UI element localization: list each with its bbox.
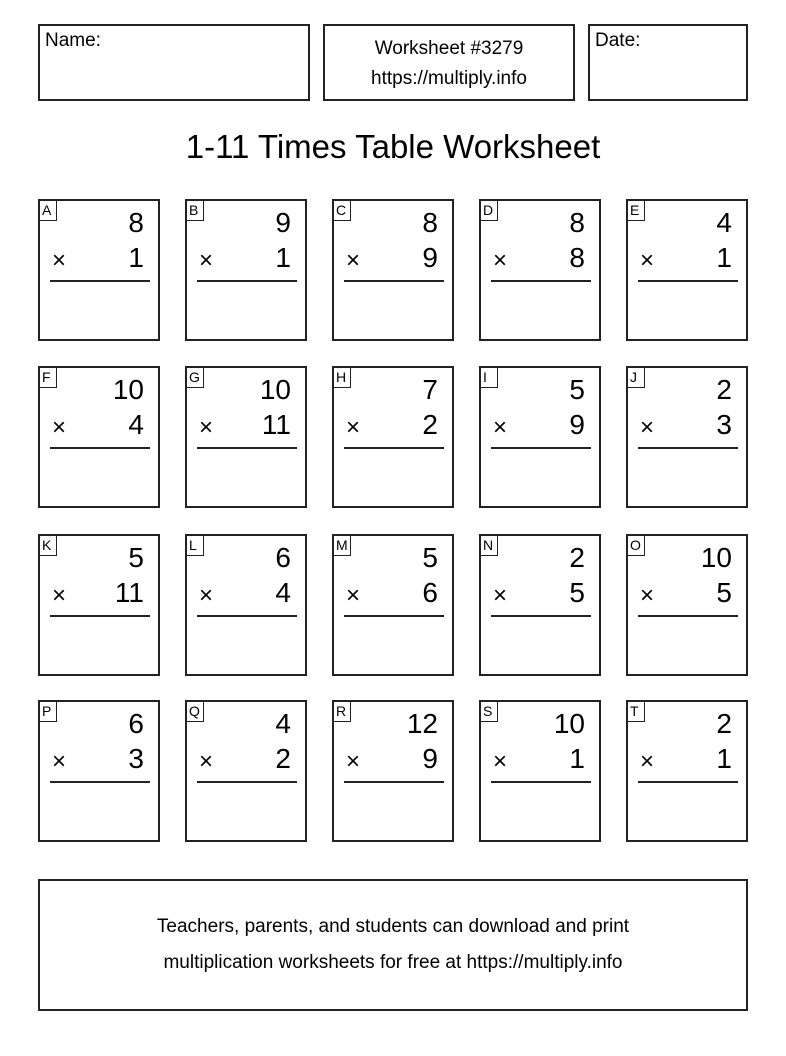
answer-line: [197, 615, 297, 617]
answer-line: [491, 615, 591, 617]
multiplier: 3: [128, 743, 144, 774]
problem-letter: T: [627, 701, 645, 722]
multiply-sign: ×: [52, 748, 67, 775]
problem-box-q: [185, 700, 307, 842]
multiplier: 6: [422, 577, 438, 608]
answer-line: [50, 447, 150, 449]
problem-box-e: [626, 199, 748, 341]
multiplier: 9: [422, 743, 438, 774]
multiply-sign: ×: [640, 582, 655, 609]
problem-box-a: [38, 199, 160, 341]
problem-letter: D: [480, 200, 498, 221]
problem-letter: J: [627, 367, 645, 388]
multiplier: 11: [114, 577, 144, 608]
problem-letter: O: [627, 535, 645, 556]
problem-box-b: [185, 199, 307, 341]
multiplier: 1: [716, 743, 732, 774]
multiply-sign: ×: [493, 247, 508, 274]
multiplicand: 5: [569, 374, 585, 405]
answer-line: [197, 781, 297, 783]
problem-letter: B: [186, 200, 204, 221]
answer-line: [197, 280, 297, 282]
multiplicand: 9: [275, 207, 291, 238]
answer-line: [344, 280, 444, 282]
multiplier: 4: [128, 409, 144, 440]
multiply-sign: ×: [199, 748, 214, 775]
footer-box: [38, 879, 748, 1011]
multiply-sign: ×: [493, 748, 508, 775]
problem-box-i: [479, 366, 601, 508]
problem-letter: C: [333, 200, 351, 221]
date-label: Date:: [595, 30, 641, 51]
worksheet-url: https://multiply.info: [371, 68, 527, 89]
multiplier: 5: [569, 577, 585, 608]
multiplicand: 10: [553, 708, 585, 739]
worksheet-title: 1-11 Times Table Worksheet: [185, 128, 601, 165]
problem-letter: G: [186, 367, 204, 388]
problem-box-d: [479, 199, 601, 341]
multiplicand: 8: [569, 207, 585, 238]
problem-box-f: [38, 366, 160, 508]
multiply-sign: ×: [346, 748, 361, 775]
answer-line: [50, 781, 150, 783]
problem-box-k: [38, 534, 160, 676]
multiplier: 2: [275, 743, 291, 774]
multiplier: 1: [716, 242, 732, 273]
problem-letter: K: [39, 535, 57, 556]
multiplicand: 4: [716, 207, 732, 238]
name-field-box: [38, 24, 310, 101]
problem-box-o: [626, 534, 748, 676]
answer-line: [638, 280, 738, 282]
problem-box-s: [479, 700, 601, 842]
answer-line: [491, 447, 591, 449]
problem-letter: R: [333, 701, 351, 722]
problem-box-p: [38, 700, 160, 842]
worksheet-info-box: [323, 24, 575, 101]
problem-letter: F: [39, 367, 57, 388]
multiplicand: 10: [259, 374, 291, 405]
problem-letter: H: [333, 367, 351, 388]
problem-box-j: [626, 366, 748, 508]
problem-box-c: [332, 199, 454, 341]
multiplicand: 10: [700, 542, 732, 573]
multiplier: 9: [422, 242, 438, 273]
problem-letter: A: [39, 200, 57, 221]
multiply-sign: ×: [52, 414, 67, 441]
problem-letter: S: [480, 701, 498, 722]
multiplicand: 4: [275, 708, 291, 739]
footer-line-1: Teachers, parents, and students can download and print: [156, 916, 630, 937]
date-field-box: [588, 24, 748, 101]
problem-letter: M: [333, 535, 351, 556]
problem-box-t: [626, 700, 748, 842]
multiplier: 1: [569, 743, 585, 774]
multiply-sign: ×: [640, 414, 655, 441]
multiplier: 11: [261, 409, 291, 440]
answer-line: [197, 447, 297, 449]
multiplier: 5: [716, 577, 732, 608]
multiplier: 4: [275, 577, 291, 608]
multiplier: 9: [569, 409, 585, 440]
name-label: Name:: [45, 30, 101, 51]
multiplicand: 5: [128, 542, 144, 573]
problem-box-h: [332, 366, 454, 508]
answer-line: [344, 615, 444, 617]
multiply-sign: ×: [346, 414, 361, 441]
multiplier: 1: [128, 242, 144, 273]
multiplicand: 8: [128, 207, 144, 238]
problem-box-l: [185, 534, 307, 676]
answer-line: [344, 447, 444, 449]
problem-letter: P: [39, 701, 57, 722]
answer-line: [50, 615, 150, 617]
multiply-sign: ×: [640, 748, 655, 775]
multiply-sign: ×: [493, 414, 508, 441]
problem-box-r: [332, 700, 454, 842]
answer-line: [344, 781, 444, 783]
multiply-sign: ×: [346, 247, 361, 274]
multiplier: 3: [716, 409, 732, 440]
multiplicand: 6: [128, 708, 144, 739]
footer-line-2: multiplication worksheets for free at https://multiply.info: [163, 952, 623, 973]
multiplicand: 12: [406, 708, 438, 739]
multiply-sign: ×: [52, 247, 67, 274]
answer-line: [50, 280, 150, 282]
multiplier: 2: [422, 409, 438, 440]
multiplicand: 6: [275, 542, 291, 573]
multiplicand: 10: [112, 374, 144, 405]
worksheet-number: Worksheet #3279: [374, 38, 524, 59]
answer-line: [491, 280, 591, 282]
problem-letter: N: [480, 535, 498, 556]
multiplicand: 2: [716, 374, 732, 405]
problem-box-g: [185, 366, 307, 508]
answer-line: [638, 447, 738, 449]
problem-letter: L: [186, 535, 204, 556]
problem-letter: Q: [186, 701, 204, 722]
multiplicand: 8: [422, 207, 438, 238]
answer-line: [491, 781, 591, 783]
multiply-sign: ×: [640, 247, 655, 274]
multiplier: 8: [569, 242, 585, 273]
problem-box-m: [332, 534, 454, 676]
problem-letter: I: [480, 367, 498, 388]
multiply-sign: ×: [52, 582, 67, 609]
multiplicand: 7: [422, 374, 438, 405]
multiply-sign: ×: [493, 582, 508, 609]
multiply-sign: ×: [199, 247, 214, 274]
multiply-sign: ×: [199, 414, 214, 441]
problem-letter: E: [627, 200, 645, 221]
answer-line: [638, 615, 738, 617]
multiply-sign: ×: [346, 582, 361, 609]
answer-line: [638, 781, 738, 783]
problem-box-n: [479, 534, 601, 676]
multiplicand: 5: [422, 542, 438, 573]
multiply-sign: ×: [199, 582, 214, 609]
multiplier: 1: [275, 242, 291, 273]
multiplicand: 2: [569, 542, 585, 573]
multiplicand: 2: [716, 708, 732, 739]
